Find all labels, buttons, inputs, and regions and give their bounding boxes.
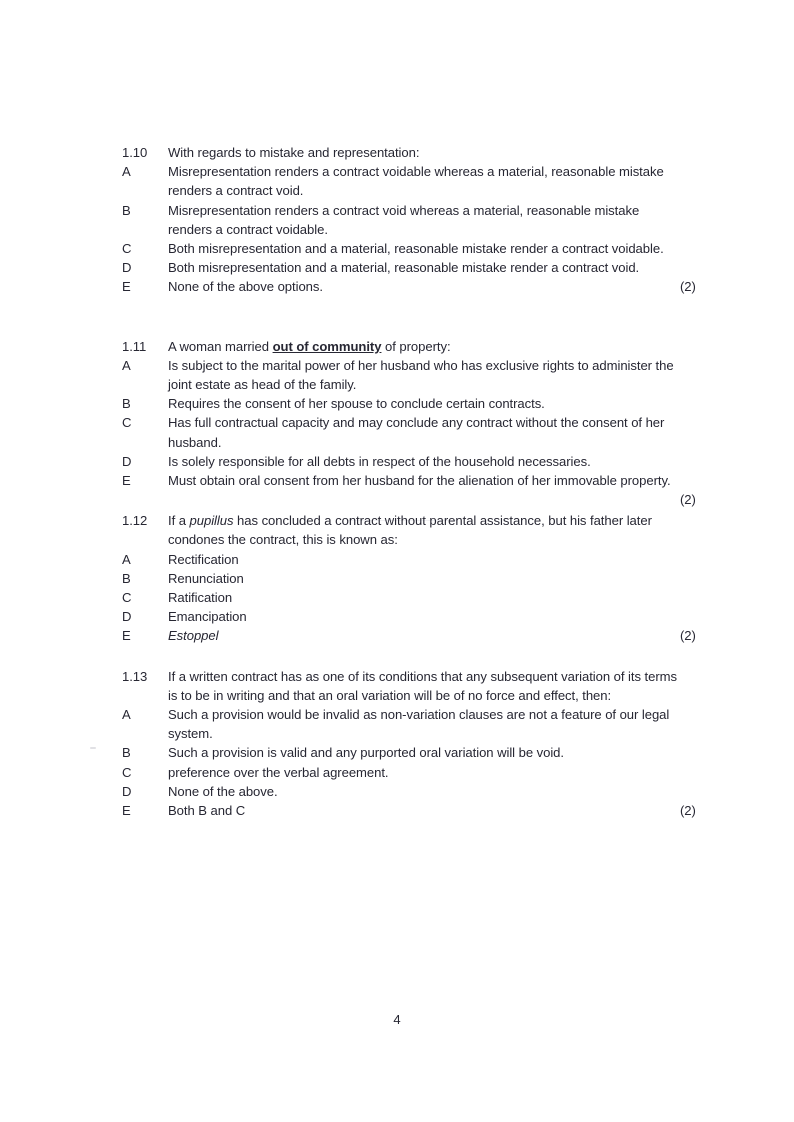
option-text: Misrepresentation renders a contract voidable whereas a material, reasonable mistake renders a contract void.	[168, 164, 664, 199]
option-letter: E	[122, 473, 131, 489]
option-text: Renunciation	[168, 570, 244, 586]
option-row[interactable]	[122, 607, 682, 626]
question-stem-row	[122, 337, 682, 356]
marks-allocation: (2)	[680, 628, 696, 644]
option-text: None of the above options.	[168, 279, 323, 295]
option-text: preference over the verbal agreement.	[168, 764, 389, 780]
question-number: 1.13	[122, 668, 148, 684]
option-text: Must obtain oral consent from her husband for the alienation of her immovable property.	[168, 473, 671, 489]
option-text: Has full contractual capacity and may conclude any contract without the consent of her husband.	[168, 415, 665, 450]
option-row[interactable]	[122, 239, 682, 258]
option-row[interactable]	[122, 452, 682, 471]
option-row[interactable]	[122, 588, 682, 607]
option-letter: C	[122, 415, 132, 431]
option-letter: B	[122, 745, 131, 761]
option-row[interactable]	[122, 705, 682, 743]
marks-allocation: (2)	[680, 803, 696, 819]
option-text: Misrepresentation renders a contract void whereas a material, reasonable mistake renders a contract voidable.	[168, 202, 640, 237]
question-stem: A woman married out of community of property:	[168, 338, 451, 354]
option-letter: B	[122, 202, 131, 218]
option-text: Both misrepresentation and a material, reasonable mistake render a contract void.	[168, 260, 640, 276]
question-1-13	[122, 667, 696, 821]
option-text: Both B and C	[168, 803, 246, 819]
question-number: 1.11	[122, 338, 147, 354]
question-1-12	[122, 511, 696, 645]
option-row[interactable]	[122, 743, 682, 762]
option-text: Such a provision is valid and any purported oral variation will be void.	[168, 745, 564, 761]
question-1-11	[122, 337, 696, 508]
question-stem: With regards to mistake and representation:	[168, 145, 420, 160]
question-list	[122, 143, 696, 841]
option-row[interactable]	[122, 626, 696, 645]
marks-allocation: (2)	[680, 492, 696, 508]
latin-term: pupillus	[189, 513, 234, 529]
scan-artifact	[90, 747, 96, 749]
option-row[interactable]	[122, 356, 682, 394]
option-letter: B	[122, 396, 131, 412]
page-number: 4	[393, 1012, 401, 1027]
option-letter: D	[122, 609, 132, 625]
option-text: Is solely responsible for all debts in respect of the household necessaries.	[168, 453, 591, 469]
question-number: 1.12	[122, 513, 148, 529]
option-row[interactable]	[122, 162, 682, 200]
option-letter: A	[122, 707, 131, 723]
option-letter: D	[122, 260, 132, 276]
option-letter: C	[122, 590, 132, 606]
option-letter: A	[122, 357, 131, 373]
option-text: Such a provision would be invalid as non-variation clauses are not a feature of our legal system.	[168, 707, 670, 742]
question-stem: If a written contract has as one of its conditions that any subsequent variation of its terms is to be in writing and that an oral variation will be of no force and effect, then:	[168, 668, 677, 703]
option-row[interactable]	[122, 258, 682, 277]
option-row[interactable]	[122, 277, 696, 296]
option-row[interactable]	[122, 801, 696, 820]
option-letter: A	[122, 551, 131, 567]
option-letter: C	[122, 764, 132, 780]
option-letter: E	[122, 803, 131, 819]
option-text: None of the above.	[168, 783, 278, 799]
option-letter: E	[122, 628, 131, 644]
question-stem: If a pupillus has concluded a contract without parental assistance, but his father later condones the contract, this is known as:	[168, 513, 652, 548]
option-row[interactable]	[122, 550, 682, 569]
option-text: Rectification	[168, 551, 239, 567]
option-letter: B	[122, 570, 131, 586]
option-row[interactable]	[122, 394, 682, 413]
option-row[interactable]	[122, 413, 682, 451]
option-letter: C	[122, 241, 132, 257]
option-text: Is subject to the marital power of her husband who has exclusive rights to administer the joint estate as head of the family.	[168, 357, 674, 393]
question-1-10	[122, 143, 696, 297]
question-stem-row	[122, 667, 682, 705]
option-row[interactable]	[122, 201, 682, 239]
emphasised-term: out of community	[272, 338, 382, 354]
option-letter: E	[122, 279, 131, 295]
option-text: Estoppel	[168, 628, 219, 644]
option-row[interactable]	[122, 782, 682, 801]
option-letter: A	[122, 164, 131, 180]
option-letter: D	[122, 783, 132, 799]
option-row[interactable]	[122, 763, 682, 782]
option-text: Both misrepresentation and a material, reasonable mistake render a contract voidable.	[168, 241, 664, 257]
question-stem-row	[122, 511, 682, 549]
option-row[interactable]	[122, 569, 682, 588]
option-text: Requires the consent of her spouse to conclude certain contracts.	[168, 396, 545, 412]
question-number: 1.10	[122, 145, 148, 160]
option-row[interactable]	[122, 471, 696, 508]
marks-allocation: (2)	[680, 279, 696, 295]
option-text: Ratification	[168, 590, 233, 606]
option-letter: D	[122, 453, 132, 469]
option-text: Emancipation	[168, 609, 247, 625]
question-stem-row	[122, 143, 682, 162]
